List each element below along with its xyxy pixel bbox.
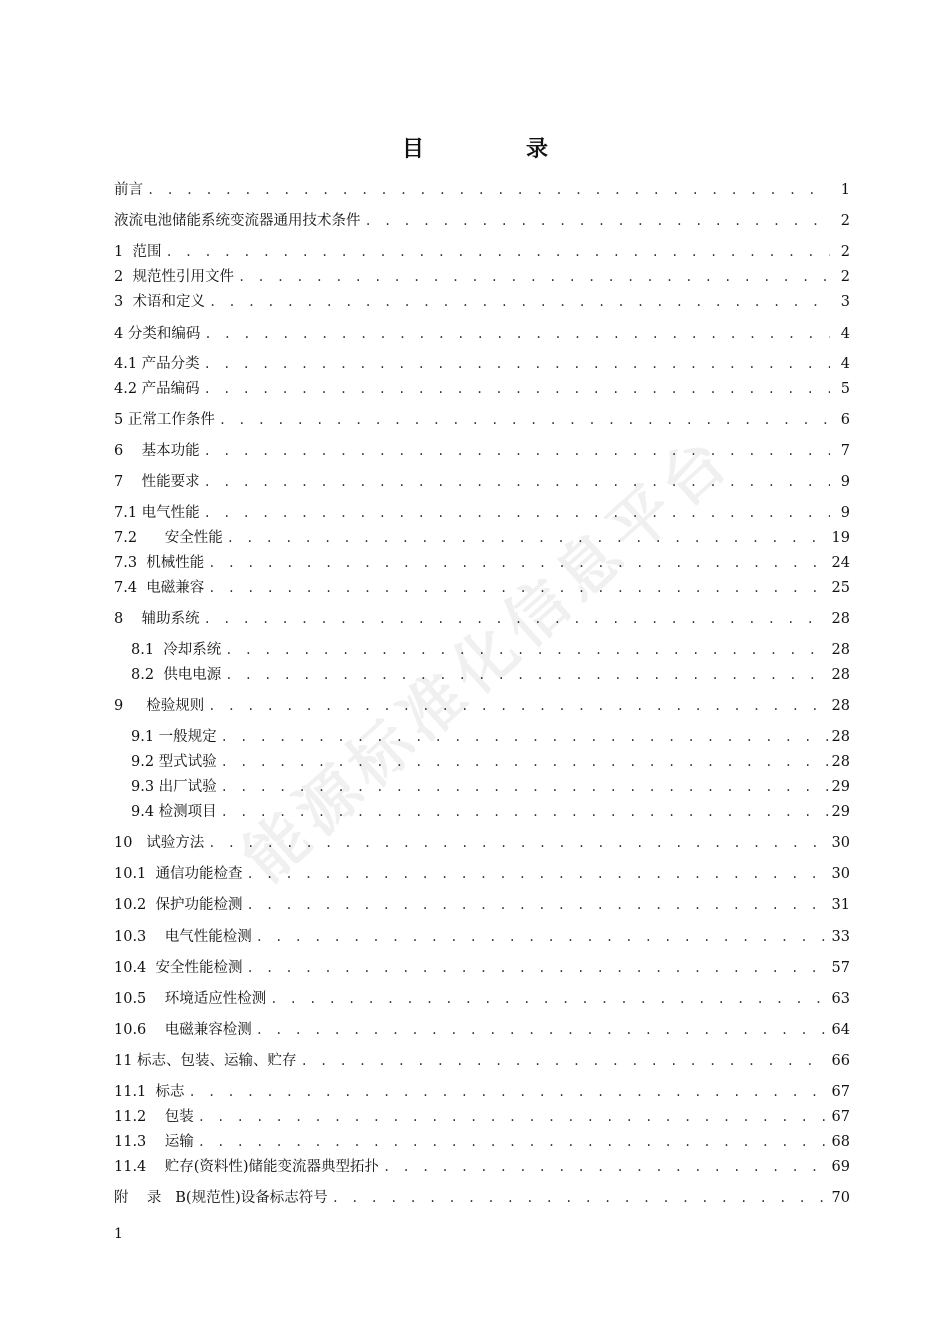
toc-dot-leader bbox=[208, 555, 827, 573]
toc-entry-label: 8.2 供电电源 bbox=[131, 667, 222, 683]
toc-entry[interactable] bbox=[114, 607, 850, 629]
toc-dot-leader bbox=[238, 269, 830, 287]
page-number: 1 bbox=[114, 1226, 123, 1242]
toc-dot-leader bbox=[332, 1190, 828, 1208]
toc-entry-label: 10.5 环境适应性检测 bbox=[114, 991, 267, 1007]
toc-entry-label: 7.2 安全性能 bbox=[114, 530, 223, 546]
toc-entry-page: 7 bbox=[840, 443, 850, 459]
toc-entry-page: 66 bbox=[831, 1053, 850, 1069]
toc-dot-leader bbox=[383, 1159, 828, 1177]
toc-entry[interactable] bbox=[114, 377, 850, 399]
toc-entry-label: 9.2 型式试验 bbox=[131, 754, 217, 770]
toc-entry-page: 63 bbox=[831, 991, 850, 1007]
toc-entry[interactable] bbox=[131, 663, 850, 685]
toc-entry-page: 68 bbox=[831, 1134, 850, 1150]
toc-dot-leader bbox=[221, 779, 828, 797]
toc-entry-page: 30 bbox=[831, 866, 850, 882]
toc-entry[interactable] bbox=[114, 1018, 850, 1040]
toc-entry[interactable] bbox=[114, 694, 850, 716]
toc-entry-page: 33 bbox=[831, 929, 850, 945]
toc-dot-leader bbox=[204, 611, 828, 629]
toc-entry-page: 28 bbox=[831, 754, 850, 770]
toc-dot-leader bbox=[204, 356, 830, 374]
toc-entry[interactable] bbox=[114, 893, 850, 915]
toc-entry[interactable] bbox=[114, 352, 850, 374]
toc-entry-page: 6 bbox=[840, 412, 850, 428]
toc-entry[interactable] bbox=[114, 831, 850, 853]
toc-entry[interactable] bbox=[131, 750, 850, 772]
toc-dot-leader bbox=[219, 412, 830, 430]
toc-entry-label: 9.1 一般规定 bbox=[131, 729, 217, 745]
toc-entry[interactable] bbox=[114, 526, 850, 548]
toc-entry-page: 29 bbox=[831, 804, 850, 820]
toc-entry-label: 10.2 保护功能检测 bbox=[114, 897, 243, 913]
toc-dot-leader bbox=[189, 1084, 828, 1102]
toc-entry-page: 67 bbox=[831, 1084, 850, 1100]
toc-entry-label: 7.3 机械性能 bbox=[114, 555, 205, 571]
toc-dot-leader bbox=[256, 1022, 828, 1040]
toc-entry-page: 9 bbox=[840, 505, 850, 521]
watermark: 能源标准化信息平台 bbox=[228, 419, 746, 896]
toc-entry-label: 7.4 电磁兼容 bbox=[114, 580, 205, 596]
toc-entry[interactable] bbox=[114, 925, 850, 947]
toc-dot-leader bbox=[198, 1134, 828, 1152]
toc-dot-leader bbox=[208, 580, 827, 598]
toc-entry-page: 2 bbox=[840, 213, 850, 229]
toc-entry-label: 7.1 电气性能 bbox=[114, 505, 200, 521]
toc-entry[interactable] bbox=[114, 1080, 850, 1102]
toc-dot-leader bbox=[225, 667, 827, 685]
toc-entry-label: 附 录 B(规范性)设备标志符号 bbox=[114, 1190, 328, 1206]
toc-entry-page: 24 bbox=[831, 555, 850, 571]
toc-entry[interactable] bbox=[114, 551, 850, 573]
toc-dot-leader bbox=[247, 897, 828, 915]
toc-entry[interactable] bbox=[114, 209, 850, 231]
toc-dot-leader bbox=[221, 804, 828, 822]
toc-dot-leader bbox=[221, 729, 828, 747]
toc-entry-label: 4 分类和编码 bbox=[114, 326, 201, 342]
toc-entry-label: 2 规范性引用文件 bbox=[114, 269, 234, 285]
toc-entry-page: 67 bbox=[831, 1109, 850, 1125]
toc-entry[interactable] bbox=[114, 265, 850, 287]
toc-entry-page: 28 bbox=[831, 642, 850, 658]
toc-entry-page: 64 bbox=[831, 1022, 850, 1038]
toc-entry-label: 8 辅助系统 bbox=[114, 611, 200, 627]
toc-entry[interactable] bbox=[114, 1105, 850, 1127]
toc-entry-page: 4 bbox=[840, 326, 850, 342]
toc-entry[interactable] bbox=[114, 956, 850, 978]
toc-entry-page: 28 bbox=[831, 698, 850, 714]
toc-entry[interactable] bbox=[114, 501, 850, 523]
toc-dot-leader bbox=[147, 182, 830, 200]
toc-entry-page: 19 bbox=[831, 530, 850, 546]
toc-entry-page: 3 bbox=[840, 294, 850, 310]
toc-dot-leader bbox=[270, 991, 827, 1009]
toc-entry-page: 28 bbox=[831, 667, 850, 683]
toc-entry-page: 25 bbox=[831, 580, 850, 596]
toc-entry-label: 11.1 标志 bbox=[114, 1084, 185, 1100]
toc-entry[interactable] bbox=[114, 1186, 850, 1208]
toc-entry-label: 8.1 冷却系统 bbox=[131, 642, 222, 658]
toc-dot-leader bbox=[204, 381, 830, 399]
toc-entry-label: 10.3 电气性能检测 bbox=[114, 929, 252, 945]
toc-entry[interactable] bbox=[114, 439, 850, 461]
toc-entry-label: 11.4 贮存(资料性)储能变流器典型拓扑 bbox=[114, 1159, 380, 1175]
toc-entry-page: 4 bbox=[840, 356, 850, 372]
toc-dot-leader bbox=[225, 642, 827, 660]
toc-entry[interactable] bbox=[114, 1049, 850, 1071]
toc-dot-leader bbox=[208, 698, 827, 716]
toc-entry-page: 28 bbox=[831, 611, 850, 627]
toc-entry-label: 前言 bbox=[114, 182, 143, 198]
toc-entry-label: 10.1 通信功能检查 bbox=[114, 866, 243, 882]
toc-entry-page: 31 bbox=[831, 897, 850, 913]
toc-dot-leader bbox=[204, 474, 830, 492]
toc-entry[interactable] bbox=[114, 1130, 850, 1152]
toc-entry-label: 3 术语和定义 bbox=[114, 294, 205, 310]
toc-dot-leader bbox=[256, 929, 828, 947]
toc-entry-label: 1 范围 bbox=[114, 244, 162, 260]
toc-entry-label: 11.3 运输 bbox=[114, 1134, 194, 1150]
toc-entry[interactable] bbox=[131, 725, 850, 747]
toc-dot-leader bbox=[247, 960, 828, 978]
toc-entry[interactable] bbox=[114, 1155, 850, 1177]
toc-entry-page: 9 bbox=[840, 474, 850, 490]
toc-dot-leader bbox=[165, 244, 830, 262]
toc-entry-page: 28 bbox=[831, 729, 850, 745]
toc-dot-leader bbox=[208, 835, 827, 853]
toc-dot-leader bbox=[221, 754, 828, 772]
toc-entry-page: 2 bbox=[840, 269, 850, 285]
toc-entry-label: 9 检验规则 bbox=[114, 698, 205, 714]
toc-entry-label: 6 基本功能 bbox=[114, 443, 200, 459]
toc-entry-page: 57 bbox=[831, 960, 850, 976]
toc-entry[interactable] bbox=[114, 322, 850, 344]
toc-entry[interactable] bbox=[114, 987, 850, 1009]
toc-entry[interactable] bbox=[114, 576, 850, 598]
page-title: 目 录 bbox=[401, 136, 588, 162]
toc-entry-label: 7 性能要求 bbox=[114, 474, 200, 490]
toc-entry-page: 5 bbox=[840, 381, 850, 397]
toc-entry-label: 4.2 产品编码 bbox=[114, 381, 200, 397]
toc-entry-label: 5 正常工作条件 bbox=[114, 412, 215, 428]
toc-entry[interactable] bbox=[131, 775, 850, 797]
toc-entry-label: 10.6 电磁兼容检测 bbox=[114, 1022, 252, 1038]
toc-dot-leader bbox=[247, 866, 828, 884]
toc-entry-page: 70 bbox=[831, 1190, 850, 1206]
toc-entry[interactable] bbox=[114, 862, 850, 884]
toc-entry-label: 11 标志、包装、运输、贮存 bbox=[114, 1053, 297, 1069]
toc-dot-leader bbox=[209, 294, 830, 312]
toc-entry-page: 30 bbox=[831, 835, 850, 851]
toc-entry-page: 2 bbox=[840, 244, 850, 260]
toc-dot-leader bbox=[204, 443, 830, 461]
toc-dot-leader bbox=[204, 326, 830, 344]
toc-entry[interactable] bbox=[114, 178, 850, 200]
toc-entry-label: 10 试验方法 bbox=[114, 835, 205, 851]
toc-entry-page: 69 bbox=[831, 1159, 850, 1175]
toc-entry-label: 9.4 检测项目 bbox=[131, 804, 217, 820]
toc-entry-page: 29 bbox=[831, 779, 850, 795]
toc-dot-leader bbox=[198, 1109, 828, 1127]
toc-entry[interactable] bbox=[131, 800, 850, 822]
toc-entry[interactable] bbox=[114, 470, 850, 492]
toc-entry[interactable] bbox=[131, 638, 850, 660]
toc-entry-label: 4.1 产品分类 bbox=[114, 356, 200, 372]
toc-entry-label: 液流电池储能系统变流器通用技术条件 bbox=[114, 213, 361, 229]
toc-entry-label: 9.3 出厂试验 bbox=[131, 779, 217, 795]
toc-entry-page: 1 bbox=[840, 182, 850, 198]
toc-dot-leader bbox=[301, 1053, 828, 1071]
toc-entry[interactable] bbox=[114, 290, 850, 312]
toc-dot-leader bbox=[227, 530, 828, 548]
toc-dot-leader bbox=[365, 213, 831, 231]
toc-entry[interactable] bbox=[114, 408, 850, 430]
toc-entry-label: 10.4 安全性能检测 bbox=[114, 960, 243, 976]
toc-entry[interactable] bbox=[114, 240, 850, 262]
toc-entry-label: 11.2 包装 bbox=[114, 1109, 194, 1125]
toc-dot-leader bbox=[204, 505, 830, 523]
